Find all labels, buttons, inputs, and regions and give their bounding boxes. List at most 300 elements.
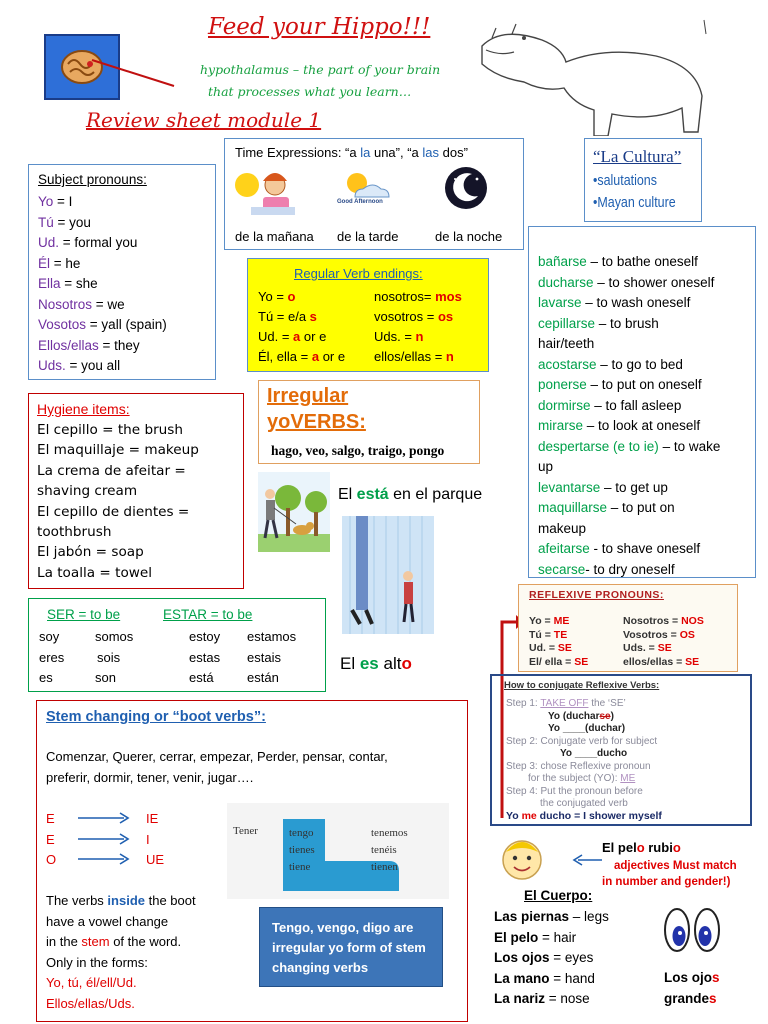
ending-alt: or e <box>319 349 346 364</box>
morning-image <box>233 167 303 217</box>
reflexive-verb-row <box>538 293 720 314</box>
body-part-row <box>494 948 609 969</box>
reflexive-verb-en: – to go to bed <box>596 356 683 372</box>
ending-subject: Ud. = <box>258 329 294 344</box>
step-3-text: for the subject (YO): <box>528 773 621 784</box>
step-3-me: ME <box>620 773 636 784</box>
ending-suffix: os <box>437 309 454 324</box>
reflexive-pronouns-right <box>623 615 704 669</box>
pronoun-sp: Vosotos <box>38 317 87 332</box>
good-afternoon-badge: Good Afternoon <box>337 199 383 205</box>
reflexive-verb-en: – to wake <box>658 438 721 454</box>
vowel-change-row <box>46 809 164 830</box>
reflexive-pronoun-row <box>529 642 588 656</box>
pronoun-row <box>38 274 167 295</box>
ending-subject: Yo = <box>258 289 288 304</box>
estar-title: ESTAR = to be <box>163 607 253 622</box>
pronoun-sp: Yo <box>38 194 54 209</box>
big-eyes-caption-1 <box>664 970 720 985</box>
step-1-example-end: ) <box>610 710 614 722</box>
ending-subject: ellos/ellas = <box>374 349 446 364</box>
pronoun-row <box>38 213 167 234</box>
body-part-sp: Las piernas <box>494 909 570 924</box>
pronoun-sp: Ella <box>38 276 61 291</box>
reflexive-verb-sp: maquillarse <box>538 500 608 515</box>
stem-verbs-1: Comenzar, Querer, cerrar, empezar, Perder, pensar, contar, <box>46 749 388 764</box>
body-part-sp: El pelo <box>494 929 539 945</box>
ending-subject: Él, ella = <box>258 349 312 364</box>
reflexive-pronoun-value: SE <box>685 655 700 668</box>
irregular-list: hago, veo, salgo, traigo, pongo <box>271 443 445 458</box>
boot-form: tengo <box>289 827 314 839</box>
vowel-change-row <box>46 830 164 851</box>
body-part-en: = hair <box>538 929 577 945</box>
ending-row <box>258 327 345 347</box>
reflexive-verb-sp: acostarse <box>538 356 597 372</box>
explanation-line <box>46 932 196 953</box>
pronoun-sp: Uds. <box>38 358 66 373</box>
ending-row <box>374 327 462 347</box>
reflexive-verb-sp: despertarse (e to ie) <box>538 438 659 454</box>
reflexive-verb-sp: afeitarse <box>538 541 590 556</box>
reflexive-verb-sp: lavarse <box>538 295 582 310</box>
cuerpo-title: El Cuerpo: <box>524 888 593 903</box>
reflexive-verbs-list <box>538 252 720 580</box>
pelo-rubio-label <box>602 840 681 855</box>
hygiene-item: shaving cream <box>37 483 138 500</box>
conjugation-row <box>39 668 296 689</box>
es-post: alt <box>378 654 402 673</box>
ending-suffix: n <box>415 329 424 344</box>
pronoun-sp: Nosotros <box>38 296 93 312</box>
ending-alt: or e <box>300 329 327 344</box>
eyes-caption-ending: s <box>709 991 717 1006</box>
pronoun-en: = they <box>98 337 140 353</box>
ending-row <box>258 307 345 327</box>
ending-subject: Tú = e/a <box>258 309 310 324</box>
conjugation-cell: es <box>39 670 53 685</box>
body-part-row <box>494 928 609 949</box>
pronoun-en: = you all <box>65 358 121 373</box>
reflexive-pronoun-value: SE <box>657 642 672 654</box>
reflexive-verb-sp: mirarse <box>538 418 584 433</box>
boot-explanation <box>46 891 196 1014</box>
park-walk-image <box>258 472 330 552</box>
irregular-title-2: yoVERBS: <box>267 411 366 433</box>
result-post: ducho = I shower myself <box>536 810 662 822</box>
step-1-action: TAKE OFF <box>540 698 589 709</box>
reflexive-pronouns-left <box>529 615 588 669</box>
hygiene-item: toothbrush <box>37 524 112 541</box>
boot-form: tenemos <box>371 827 408 839</box>
hippo-illustration <box>472 16 710 136</box>
page-subtitle: Review sheet module 1 <box>86 108 322 132</box>
reflexive-verb-row <box>538 560 720 581</box>
boot-form: tienes <box>289 844 315 856</box>
pronoun-en: = she <box>60 276 98 291</box>
rubio-text: rubi <box>644 840 673 855</box>
hypothalamus-note-2: that processes what you learn… <box>208 84 412 99</box>
pronoun-row <box>38 336 167 357</box>
reflexive-verb-en: – to look at oneself <box>583 418 701 433</box>
ending-subject: vosotros = <box>374 309 438 324</box>
ending-subject: Uds. = <box>374 329 416 344</box>
reflexive-pronoun-subject: ellos/ellas = <box>623 655 686 668</box>
reflexive-verb-en: makeup <box>538 520 587 536</box>
morning-label: de la mañana <box>235 229 314 244</box>
reflexive-verb-row <box>538 437 720 458</box>
big-eyes-caption-2 <box>664 991 717 1006</box>
expl-text: of the word. <box>109 934 182 949</box>
reflexive-pronoun-value: SE <box>557 642 572 654</box>
es-verb: es <box>359 654 379 673</box>
cultura-box <box>584 138 702 222</box>
hygiene-item: La toalla = towel <box>37 564 153 581</box>
reflexive-verb-row <box>538 519 720 540</box>
body-part-en: = nose <box>545 991 590 1007</box>
reflexive-pronoun-subject: Uds. = <box>623 642 658 654</box>
ending-subject: nosotros= <box>374 289 436 304</box>
conjugate-box <box>490 674 752 826</box>
vowel-from: O <box>46 852 57 867</box>
ending-suffix: s <box>309 309 317 324</box>
boot-label: Tener <box>233 825 258 837</box>
verb-endings-left <box>258 287 345 367</box>
vowel-to: UE <box>146 852 165 867</box>
ending-row <box>258 287 345 307</box>
reflexive-verb-en: – to put on <box>607 500 675 515</box>
hygiene-item: El jabón = soap <box>37 544 144 561</box>
reflexive-verb-sp: secarse <box>538 561 586 577</box>
conjugation-row <box>39 648 296 669</box>
night-image <box>441 163 491 213</box>
pelo-ending: o <box>636 840 645 855</box>
vowel-changes <box>46 809 164 871</box>
reflexive-pronoun-value: NOS <box>681 615 704 627</box>
conjugate-result <box>506 810 662 822</box>
conjugation-cell: estoy <box>189 629 221 644</box>
ending-row <box>374 347 462 367</box>
reflexive-pronoun-subject: Yo = <box>529 615 554 627</box>
boot-left-forms <box>289 825 315 876</box>
explanation-line: Only in the forms: <box>46 954 148 970</box>
tall-short-image <box>342 516 434 634</box>
boot-diagram <box>227 803 449 899</box>
step-4-detail: the conjugated verb <box>540 798 628 809</box>
step-3-detail <box>506 773 657 786</box>
reflexive-verb-row <box>538 416 720 437</box>
adjectives-rule-2: in number and gender!) <box>602 876 731 888</box>
explanation-line: Yo, tú, él/ell/Ud. <box>46 975 137 990</box>
result-me: me <box>521 810 537 822</box>
pronoun-row <box>38 315 167 336</box>
hygiene-item: El maquillaje = makeup <box>37 442 199 459</box>
esta-pre: El <box>338 486 357 503</box>
reflexive-pronoun-value: ME <box>553 615 570 627</box>
reflexive-pronoun-row <box>623 656 704 670</box>
explanation-line <box>46 891 196 912</box>
step-2: Step 2: Conjugate verb for subject <box>506 735 658 747</box>
ser-estar-table <box>39 627 296 689</box>
reflexive-verb-en: – to put on oneself <box>586 377 702 392</box>
boot-form: tiene <box>289 861 311 873</box>
reflexive-pronoun-row <box>623 629 704 643</box>
time-heading <box>235 145 468 160</box>
conjugation-cell: está <box>189 670 214 685</box>
hygiene-item: La crema de afeitar = <box>37 462 186 479</box>
esta-sentence <box>338 486 482 504</box>
conjugation-cell: estais <box>247 649 281 665</box>
time-expressions-box <box>224 138 524 250</box>
expl-text: the boot <box>145 893 196 908</box>
reflexive-verb-en: – to brush <box>595 315 659 331</box>
step-1-tail: the ‘SE’ <box>588 698 626 709</box>
reflexive-verbs-box <box>528 226 756 578</box>
reflexive-verb-row <box>538 396 720 417</box>
cultura-title: “La Cultura” <box>593 147 682 166</box>
ending-suffix: a <box>293 329 301 344</box>
body-part-sp: La nariz <box>494 991 546 1007</box>
reflexive-pronoun-subject: Tú = <box>529 628 554 641</box>
boot-right-forms <box>371 825 408 876</box>
reflexive-pronoun-subject: Nosotros = <box>623 615 682 627</box>
time-heading-text: Time Expressions: “a <box>235 145 361 160</box>
pronoun-row <box>38 356 167 377</box>
conjugation-cell: estamos <box>247 629 297 644</box>
irregular-note-box: Tengo, vengo, digo are irregular yo form of stem changing verbs <box>259 907 443 987</box>
reflexive-verb-en: – to fall asleep <box>590 397 682 413</box>
time-heading-mid: una”, “a <box>370 145 423 160</box>
hygiene-title: Hygiene items: <box>37 401 130 417</box>
reflexive-pronoun-value: OS <box>679 628 695 641</box>
es-end: o <box>401 654 412 673</box>
reflexive-pronoun-row <box>529 615 588 629</box>
cuerpo-list <box>494 907 609 1010</box>
subject-pronouns-box <box>28 164 216 380</box>
conjugation-cell: sois <box>97 649 121 665</box>
reflexive-verb-sp: cepillarse <box>538 315 596 331</box>
pronoun-sp: Ellos/ellas <box>38 337 99 353</box>
night-label: de la noche <box>435 229 503 244</box>
verb-endings-title: Regular Verb endings: <box>294 266 423 281</box>
adjectives-rule-1: adjectives Must match <box>614 860 737 872</box>
reflexive-verb-row <box>538 273 720 294</box>
body-part-row <box>494 989 609 1010</box>
afternoon-label: de la tarde <box>337 229 399 244</box>
pronoun-row <box>38 233 167 254</box>
explanation-line: have a vowel change <box>46 913 169 929</box>
body-part-en: = eyes <box>549 950 594 966</box>
conjugation-cell: están <box>247 670 279 685</box>
reflexive-verb-sp: ducharse <box>538 274 594 290</box>
reflexive-verb-en: – to shower oneself <box>593 274 715 290</box>
verb-endings-box <box>247 258 489 372</box>
step-1-example-text: Yo (duchar <box>548 710 600 722</box>
arrow-right-icon <box>76 850 132 868</box>
reflexive-pronoun-value: SE <box>574 655 589 668</box>
reflexive-pronoun-subject: Vosotros = <box>623 628 680 641</box>
subject-pronouns-title: Subject pronouns: <box>38 172 147 187</box>
es-sentence <box>340 654 412 674</box>
reflexive-verb-sp: ponerse <box>538 377 587 392</box>
reflexive-verb-row <box>538 457 720 478</box>
body-part-en: = hand <box>549 970 595 986</box>
irregular-title-1: Irregular <box>267 385 349 407</box>
reflexive-pronouns-title: REFLEXIVE PRONOUNS: <box>529 589 664 601</box>
arrow-right-icon <box>76 809 132 827</box>
explanation-line: Ellos/ellas/Uds. <box>46 995 135 1011</box>
vowel-to: IE <box>146 811 159 826</box>
ending-row <box>258 347 345 367</box>
step-1 <box>506 698 657 711</box>
time-heading-las: las <box>422 145 440 160</box>
step-2-example: Yo ____ducho <box>560 748 628 759</box>
irregular-verbs-box <box>258 380 480 464</box>
pronoun-row <box>38 254 167 275</box>
step-4: Step 4: Put the pronoun before <box>506 785 643 797</box>
page-title: Feed your Hippo!!! <box>208 14 431 40</box>
arrow-right-icon <box>76 830 132 848</box>
body-part-row <box>494 907 609 928</box>
esta-post: en el parque <box>388 486 483 503</box>
conjugate-steps <box>506 698 657 811</box>
reflexive-verb-sp: bañarse <box>538 254 587 269</box>
pronoun-en: = you <box>53 214 91 230</box>
reflexive-verb-en: – to wash oneself <box>581 295 691 310</box>
reflexive-verb-sp: levantarse <box>538 479 601 495</box>
ser-title: SER = to be <box>47 607 121 622</box>
eyes-caption-text: grande <box>664 991 710 1006</box>
reflexive-verb-en: – to get up <box>600 479 668 495</box>
time-heading-end: dos” <box>439 145 468 160</box>
conjugate-title: How to conjugate Reflexive Verbs: <box>504 680 660 691</box>
reflexive-verb-en: – to bathe oneself <box>586 254 698 269</box>
step-1-example-a <box>506 711 657 724</box>
step-1-example-b: Yo ____(duchar) <box>548 723 626 734</box>
pronoun-sp: Tú <box>38 214 54 230</box>
reflexive-pronoun-row <box>529 656 588 670</box>
cultura-item-mayan: •Mayan culture <box>593 195 676 211</box>
conjugation-row <box>39 627 296 648</box>
ending-suffix: a <box>311 349 320 364</box>
esta-verb: está <box>356 486 389 503</box>
hygiene-item: El cepillo = the brush <box>37 422 183 438</box>
hygiene-box <box>28 393 244 589</box>
step-1-crossed-se: se <box>599 710 611 722</box>
reflexive-verb-row <box>538 252 720 273</box>
reflexive-verb-en: up <box>538 459 554 474</box>
reflexive-pronoun-value: TE <box>553 628 568 641</box>
expl-text: in the <box>46 934 82 949</box>
reflexive-verb-row <box>538 375 720 396</box>
stem-changing-box <box>36 700 468 1022</box>
hypothalamus-note-1: hypothalamus – the part of your brain <box>200 62 441 77</box>
boot-form: tienen <box>371 861 398 873</box>
pronoun-row <box>38 192 167 213</box>
ending-row <box>374 287 462 307</box>
verb-endings-right <box>374 287 462 367</box>
pronoun-row <box>38 295 167 316</box>
step-3: Step 3: chose Reflexive pronoun <box>506 760 651 772</box>
reflexive-verb-row <box>538 314 720 335</box>
es-pre: El <box>340 654 360 673</box>
vowel-from: E <box>46 811 55 826</box>
body-part-row <box>494 969 609 990</box>
ending-suffix: o <box>287 289 296 304</box>
pronoun-en: = formal you <box>59 235 138 250</box>
reflexive-verb-en: hair/teeth <box>538 336 595 351</box>
pronoun-en: = he <box>50 255 81 271</box>
ending-row <box>374 307 462 327</box>
reflexive-verb-row <box>538 539 720 560</box>
body-part-sp: La mano <box>494 970 550 986</box>
eyes-caption-ending: s <box>712 970 720 985</box>
pelo-text: El pel <box>602 840 637 855</box>
subject-pronouns-list <box>38 192 167 377</box>
ser-estar-box <box>28 598 326 692</box>
body-part-sp: Los ojos <box>494 950 550 966</box>
expl-stem: stem <box>81 934 110 949</box>
reflexive-verb-row <box>538 478 720 499</box>
hygiene-item: El cepillo de dientes = <box>37 503 190 520</box>
boy-face-image <box>498 834 546 882</box>
ending-suffix: n <box>445 349 454 364</box>
reflexive-verb-en: - to dry oneself <box>585 561 675 577</box>
ending-suffix: mos <box>435 289 462 304</box>
big-eyes-image <box>662 906 722 954</box>
reflexive-verb-sp: dormirse <box>538 397 591 413</box>
reflexive-verb-row <box>538 355 720 376</box>
afternoon-image <box>333 167 403 217</box>
conjugation-cell: somos <box>95 629 134 644</box>
reflexive-verb-row <box>538 334 720 355</box>
reflexive-verb-en: - to shave oneself <box>589 541 701 556</box>
pointer-line <box>90 56 180 90</box>
vowel-to: I <box>146 831 150 847</box>
boot-form: tenéis <box>371 844 397 856</box>
conjugation-cell: eres <box>39 649 65 665</box>
body-part-en: – legs <box>569 909 609 924</box>
reflexive-pronoun-row <box>529 629 588 643</box>
reflexive-pronoun-row <box>623 642 704 656</box>
step-1-label: Step 1: <box>506 698 538 709</box>
vowel-change-row <box>46 850 164 871</box>
reflexive-pronoun-row <box>623 615 704 629</box>
arrow-left-icon <box>572 852 602 868</box>
stem-verbs-2: preferir, dormir, tener, venir, jugar…. <box>46 770 254 785</box>
stem-title: Stem changing or “boot verbs”: <box>46 709 266 725</box>
vowel-from: E <box>46 831 55 847</box>
conjugation-cell: estas <box>189 649 221 665</box>
pronoun-sp: Él <box>38 255 51 271</box>
conjugation-cell: son <box>95 670 116 685</box>
expl-text: The verbs <box>46 893 108 908</box>
reflexive-pronoun-subject: Ud. = <box>529 642 558 654</box>
result-pre: Yo <box>506 810 522 822</box>
pronoun-en: = we <box>92 296 125 312</box>
conjugation-cell: soy <box>39 629 60 644</box>
eyes-caption-text: Los ojo <box>664 970 712 985</box>
pronoun-en: = yall (spain) <box>86 317 167 332</box>
reflexive-pronouns-box <box>518 584 738 672</box>
reflexive-pronoun-subject: El/ ella = <box>529 655 575 668</box>
cultura-item-salutations: •salutations <box>593 173 657 189</box>
expl-inside: inside <box>107 893 145 908</box>
time-heading-la: la <box>360 145 371 160</box>
pronoun-en: = I <box>53 194 73 209</box>
rubio-ending: o <box>672 840 681 855</box>
reflexive-verb-row <box>538 498 720 519</box>
